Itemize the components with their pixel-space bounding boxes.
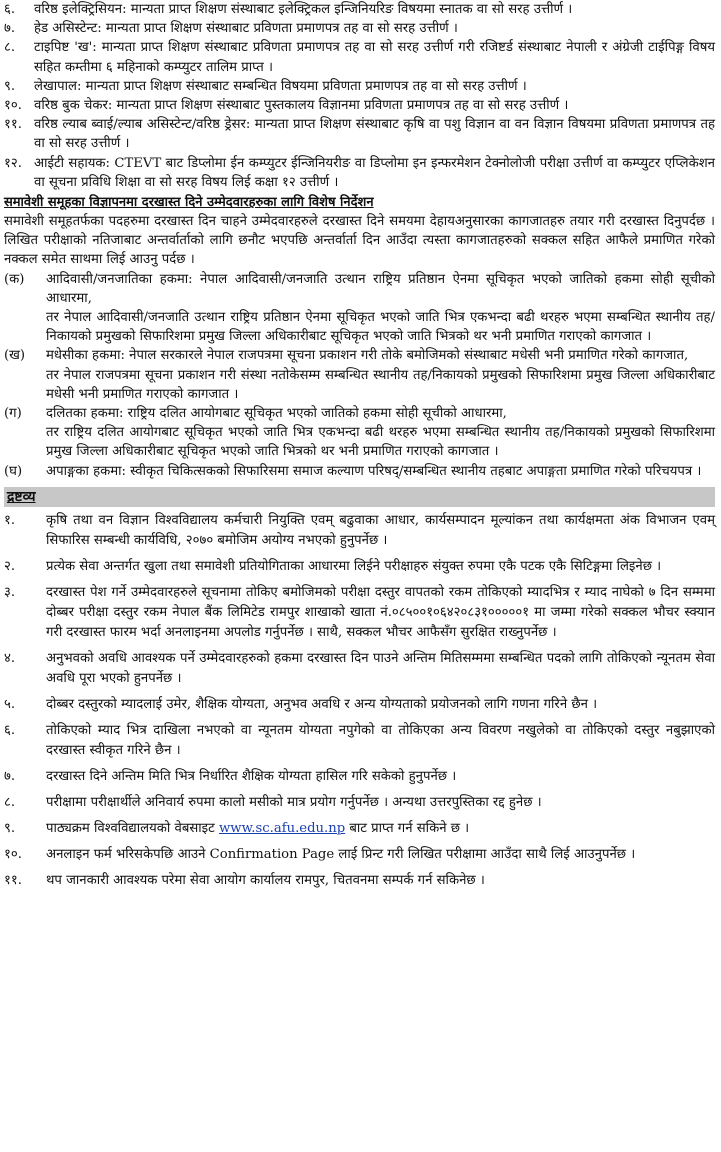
- sub-item: [4, 462, 715, 481]
- sub-item: [4, 404, 715, 423]
- note-number: २.: [4, 558, 16, 574]
- item-number: १०.: [4, 98, 22, 114]
- list-item: [4, 96, 715, 115]
- item-text: लेखापाल: मान्यता प्राप्त शिक्षण संस्थाबाट सम्बन्धित विषयमा प्रविणता प्रमाणपत्र तह वा सो सरह उत्तीर्ण ।: [34, 78, 527, 94]
- sub-item: [4, 270, 715, 308]
- note-text: दोब्बर दस्तुरको म्यादलाई उमेर, शैक्षिक योग्यता, अनुभव अवधि र अन्य योग्यताको प्रयोजनको लागि गणना गरिने छैन ।: [46, 696, 598, 712]
- item-number: ६.: [4, 2, 16, 17]
- note-text-part: बाट प्राप्त गर्न सकिने छ ।: [345, 820, 470, 836]
- note-number: ७.: [4, 768, 16, 784]
- note-number: ५.: [4, 696, 16, 712]
- sub-text: अपाङ्गका हकमा: स्वीकृत चिकित्सकको सिफारिसमा समाज कल्याण परिषद्/सम्बन्धित स्थानीय तहबाट अपाङ्गता प्रमाणित गरेको परिचयपत्र ।: [46, 463, 702, 479]
- note-item: [4, 649, 715, 689]
- note-item: [4, 695, 715, 715]
- item-text: वरिष्ठ इलेक्ट्रिसियन: मान्यता प्राप्त शिक्षण संस्थाबाट इलेक्ट्रिकल इन्जिनियरिङ विषयमा स्नातक वा सो सरह उत्तीर्ण ।: [34, 2, 573, 17]
- inclusive-intro: समावेशी समूहतर्फका पदहरुमा दरखास्त दिन चाहने उम्मेदवारहरुले दरखास्त दिने समयमा देहायअनुसारका कागजातहरु तयार गरी दरखास्त दिनुपर्दछ । लिखित परीक्षाको नतिजाबाट अन्तर्वार्ताको लागि छनौट भएपछि अन्तर्वार्ता दिन आउँदा त्यस्ता कागजातहरुको सक्कल सहित आफैले प्रमाणित गरेको नक्कल समेत साथमा लिई आउनु पर्दछ ।: [4, 214, 715, 268]
- sub-continuation: तर नेपाल आदिवासी/जनजाति उत्थान राष्ट्रिय प्रतिष्ठान ऐनमा सूचिकृत भएको जाति भित्र एकभन्दा बढी थरहरु भएमा सम्बन्धित स्थानीय तह/निकायको प्रमुखको सिफारिशमा प्रमुख जिल्ला अधिकारीबाट सूचिकृत भएको जाति भित्रको थर भनी प्रमाणित गराएको कागजात ।: [46, 310, 715, 345]
- sub-label: (घ): [4, 463, 23, 479]
- note-text: दरखास्त दिने अन्तिम मिति भित्र निर्धारित शैक्षिक योग्यता हासिल गरि सकेको हुनुपर्नेछ ।: [46, 768, 457, 784]
- note-text: [46, 819, 715, 839]
- note-number: ८.: [4, 794, 16, 810]
- note-item: [4, 511, 715, 551]
- note-number: ४.: [4, 650, 16, 666]
- note-item: [4, 819, 715, 839]
- sub-continuation: तर नेपाल राजपत्रमा सूचना प्रकाशन गरी संस्था नतोकेसम्म सम्बन्धित स्थानीय तह/निकायको प्रमुखको सिफारिशमा प्रमुख जिल्ला अधिकारीबाट मधेसी भनी प्रमाणित गराएको कागजात ।: [46, 367, 715, 402]
- inclusive-sub-list: [4, 270, 715, 481]
- item-text: वरिष्ठ ल्याब ब्वाई/ल्याब असिस्टेन्ट/वरिष्ठ ड्रेसर: मान्यता प्राप्त शिक्षण संस्थाबाट कृषि वा पशु विज्ञान वा वन विज्ञान विषयमा प्रविणता प्रमाणपत्र तह वा सो सरह उत्तीर्ण ।: [34, 117, 715, 152]
- note-number: १.: [4, 512, 16, 528]
- sub-continuation: तर राष्ट्रिय दलित आयोगबाट सूचिकृत भएको जाति भित्र एकभन्दा बढी थरहरु भएमा सम्बन्धित स्थानीय तह/निकायको प्रमुखको सिफारिशमा प्रमुख जिल्ला अधिकारीबाट सूचिकृत भएको जाति भित्रको थर भनी प्रमाणित गराएको कागजात ।: [46, 425, 715, 460]
- note-item: [4, 845, 715, 865]
- item-text: वरिष्ठ बुक चेकर: मान्यता प्राप्त शिक्षण संस्थाबाट पुस्तकालय विज्ञानमा प्रविणता प्रमाणपत्र तह वा सो सरह उत्तीर्ण ।: [34, 98, 569, 114]
- note-item: [4, 557, 715, 577]
- note-text: कृषि तथा वन विज्ञान विश्वविद्यालय कर्मचारी नियुक्ति एवम् बढुवाका आधार, कार्यसम्पादन मूल्यांकन तथा कार्यक्षमता अंक विभाजन एवम् सिफारिस सम्बन्धी कार्यविधि, २०७० बमोजिम अयोग्य नभएको हुनुपर्नेछ ।: [46, 512, 715, 548]
- note-number: ९.: [4, 820, 16, 836]
- note-item: [4, 793, 715, 813]
- note-text: अनलाइन फर्म भरिसकेपछि आउने Confirmation Page लाई प्रिन्ट गरी लिखित परीक्षामा आउँदा साथै लिई आउनुपर्नेछ ।: [46, 846, 636, 862]
- qualification-list: [4, 0, 715, 192]
- item-number: ८.: [4, 40, 16, 56]
- list-item: [4, 0, 715, 19]
- note-item: [4, 871, 715, 891]
- note-text: अनुभवको अवधि आवश्यक पर्ने उम्मेदवारहरुको हकमा दरखास्त दिन पाउने अन्तिम मितिसम्ममा सम्बन्धित पदको लागि तोकिएको न्यूनतम सेवा अवधि पूरा भएको हुनपर्नेछ ।: [46, 650, 715, 686]
- item-text: आईटी सहायक: CTEVT बाट डिप्लोमा ईन कम्प्युटर ईन्जिनियरीङ वा डिप्लोमा इन इन्फरमेशन टेक्नोलोजी परीक्षा उत्तीर्ण वा कम्प्युटर एप्लिकेशन वा सूचना प्रविधि शिक्षा वा सो सरह विषय लिई कक्षा १२ उत्तीर्ण ।: [34, 155, 715, 190]
- note-item: [4, 767, 715, 787]
- note-item: [4, 583, 715, 643]
- note-item: [4, 721, 715, 761]
- note-text: परीक्षामा परीक्षार्थीले अनिवार्य रुपमा कालो मसीको मात्र प्रयोग गर्नुपर्नेछ । अन्यथा उत्तरपुस्तिका रद्द हुनेछ ।: [46, 794, 542, 810]
- note-text: दरखास्त पेश गर्ने उम्मेदवारहरुले सूचनामा तोकिए बमोजिमको परीक्षा दस्तुर वापतको रकम तोकिएको म्यादभित्र र म्याद नाघेको ७ दिन सम्ममा दोब्बर परीक्षा दस्तुर रकम नेपाल बैंक लिमिटेड रामपुर शाखाको खाता नं.०८५००१०६४२०८३१०००००१ मा जम्मा गरेको सक्कल भौचर स्क्यान गरी दरखास्त फारम भर्दा अनलाइनमा अपलोड गर्नुपर्नेछ । साथै, सक्कल भौचर आफैसँग सुरक्षित राख्नुपर्नेछ ।: [46, 584, 715, 640]
- sub-item: [4, 346, 715, 365]
- sub-label: (क): [4, 271, 25, 287]
- list-item: [4, 38, 715, 76]
- list-item: [4, 154, 715, 192]
- note-text: तोकिएको म्याद भित्र दाखिला नभएको वा न्यूनतम योग्यता नपुगेको वा तोकिएका अन्य विवरण नखुलेको वा तोकिएको दस्तुर नबुझाएको दरखास्त स्वीकृत गरिने छैन ।: [46, 722, 715, 758]
- inclusive-section-heading: समावेशी समूहका विज्ञापनमा दरखास्त दिने उम्मेदवारहरुका लागि विशेष निर्देशन: [4, 195, 374, 211]
- sub-text: आदिवासी/जनजातिका हकमा: नेपाल आदिवासी/जनजाति उत्थान राष्ट्रिय प्रतिष्ठान ऐनमा सूचिकृत भएको जातिको हकमा सोही सूचीको आधारमा,: [46, 271, 715, 306]
- item-number: ९.: [4, 78, 16, 94]
- item-text: टाइपिष्ट 'ख': मान्यता प्राप्त शिक्षण संस्थाबाट प्रविणता प्रमाणपत्र तह वा सो सरह उत्तीर्ण गरी रजिष्टर्ड संस्थाबाट नेपाली र अंग्रेजी टाईपिङ्ग विषय सहित कम्तीमा ६ महिनाको कम्प्युटर तालिम प्राप्त ।: [34, 40, 715, 75]
- sub-label: (ख): [4, 348, 26, 364]
- note-number: ११.: [4, 872, 22, 888]
- sub-text: दलितका हकमा: राष्ट्रिय दलित आयोगबाट सूचिकृत भएको जातिको हकमा सोही सूचीको आधारमा,: [46, 406, 507, 422]
- list-item: [4, 77, 715, 96]
- note-number: १०.: [4, 846, 22, 862]
- sub-text: मधेसीका हकमा: नेपाल सरकारले नेपाल राजपत्रमा सूचना प्रकाशन गरी तोके बमोजिमको संस्थाबाट मधेसी भनी प्रमाणित गरेको कागजात,: [46, 348, 689, 364]
- item-number: ७.: [4, 21, 16, 37]
- note-number: ३.: [4, 584, 16, 600]
- item-number: ११.: [4, 117, 22, 133]
- note-text: प्रत्येक सेवा अन्तर्गत खुला तथा समावेशी प्रतियोगिताका आधारमा लिईने परीक्षाहरु संयुक्त रुपमा एकै पटक एकै सिटिङ्गमा लिइनेछ ।: [46, 558, 662, 574]
- syllabus-website-link[interactable]: www.sc.afu.edu.np: [219, 820, 346, 836]
- note-text-part: पाठ्यक्रम विश्वविद्यालयको वेबसाइट: [46, 820, 219, 836]
- item-number: १२.: [4, 155, 22, 171]
- sub-label: (ग): [4, 406, 22, 422]
- notes-heading: द्रष्टव्य: [4, 487, 715, 507]
- list-item: [4, 115, 715, 153]
- item-text: हेड असिस्टेन्ट: मान्यता प्राप्त शिक्षण संस्थाबाट प्रविणता प्रमाणपत्र तह वा सो सरह उत्तीर्ण ।: [34, 21, 458, 37]
- notes-list: [4, 511, 715, 891]
- note-number: ६.: [4, 722, 16, 738]
- list-item: [4, 19, 715, 38]
- note-text: थप जानकारी आवश्यक परेमा सेवा आयोग कार्यालय रामपुर, चितवनमा सम्पर्क गर्न सकिनेछ ।: [46, 872, 485, 888]
